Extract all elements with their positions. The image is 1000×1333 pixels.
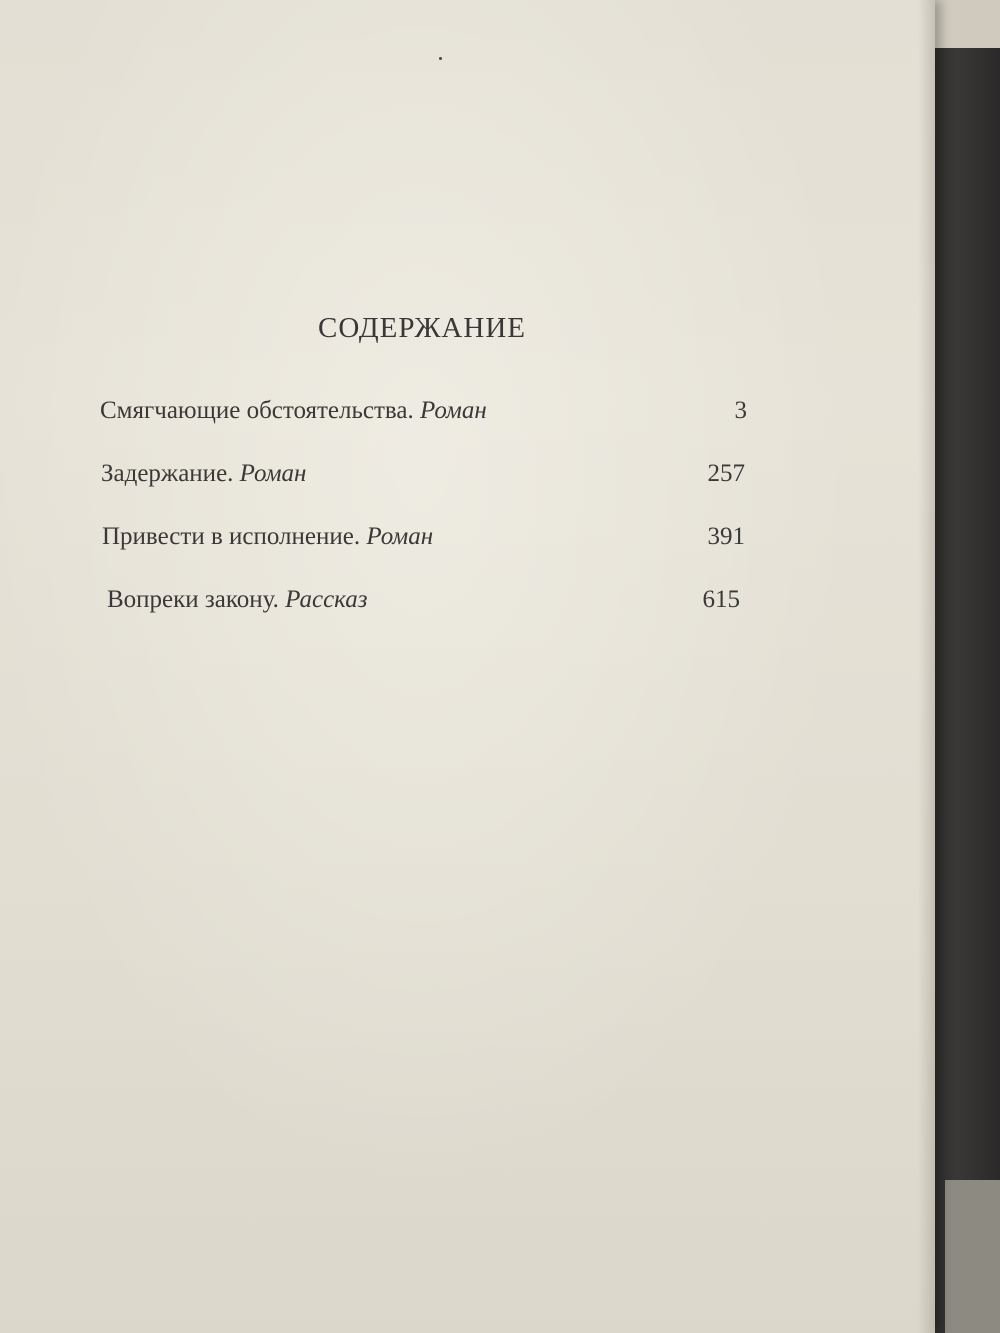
toc-entry-genre: Роман (420, 397, 487, 424)
toc-entry-genre: Роман (239, 460, 307, 487)
toc-entry-title-group (102, 523, 433, 551)
toc-entry (102, 523, 760, 553)
toc-entry (100, 397, 760, 427)
toc-entry-title: Привести в исполнение. (102, 523, 361, 550)
book-cover (928, 48, 1000, 1333)
toc-entry-genre: Роман (366, 523, 434, 550)
paper-speck (439, 57, 442, 60)
toc-entry-title: Смягчающие обстоятельства. (100, 397, 414, 424)
toc-entry-title-group (100, 397, 487, 425)
toc-entry-title-group (101, 460, 306, 488)
background-surface (945, 1180, 1000, 1333)
contents-heading: СОДЕРЖАНИЕ (318, 312, 526, 344)
page-edge-shadow (918, 0, 935, 1333)
toc-entry-page: 3 (734, 397, 747, 424)
table-of-contents (100, 397, 760, 649)
toc-entry-title: Вопреки закону. (107, 586, 279, 613)
toc-entry-page: 391 (707, 523, 745, 550)
toc-entry-page: 257 (707, 460, 745, 487)
toc-entry-genre: Рассказ (285, 586, 368, 613)
toc-entry (101, 460, 760, 490)
toc-entry-title-group (107, 586, 368, 614)
toc-entry-page: 615 (702, 586, 740, 613)
toc-entry (107, 586, 760, 616)
toc-entry-title: Задержание. (101, 460, 234, 487)
